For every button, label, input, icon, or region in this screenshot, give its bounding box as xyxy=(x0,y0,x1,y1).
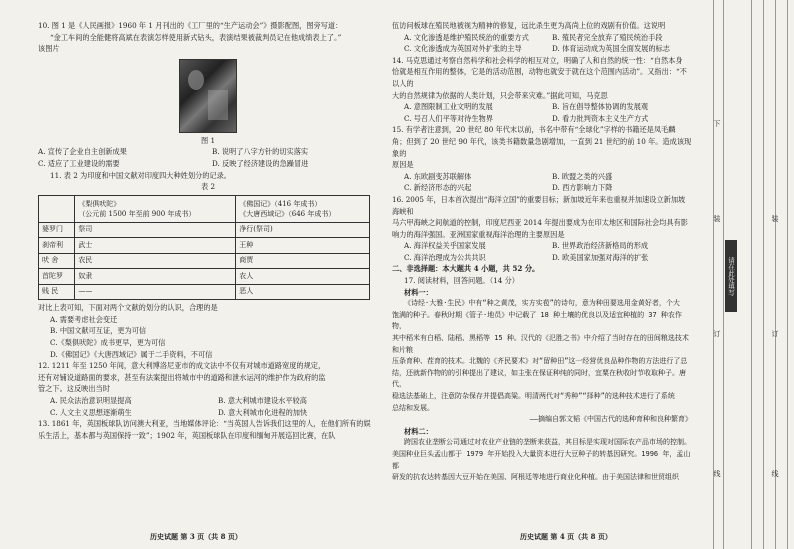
q12-stem-2: 还有对铺设道路面的要求，甚至有法案提出将城市中的道路和泄水运河的维护作为政府的监 xyxy=(38,372,326,382)
material-2-line: 跨国农业垄断公司通过对农业产业链的垄断来获益，其目标是实现对国际农产品市场的控制。 xyxy=(404,438,691,447)
binding-line xyxy=(723,0,724,549)
material-1-line: 《诗经·大雅·生民》中有“种之黄茂，实方实苞”的诗句，意为种田要选用金黄好者，个大 xyxy=(404,299,680,308)
table-2-title: 表 2 xyxy=(200,182,216,192)
q14-option-d: D. 看力批判资本主义生产方式 xyxy=(552,113,649,123)
q16-option-a: A. 海洋权益关乎国家发展 xyxy=(404,241,486,251)
q11-stem: 11. 表 2 为印度和中国文献对印度四大种姓划分的记录。 xyxy=(50,170,231,180)
q13-option-c: C. 文化渗透成为英国对外扩张的主导 xyxy=(404,44,522,54)
q12-stem-3: 管之下。这反映出当时 xyxy=(38,384,110,394)
q13-option-a: A. 文化渗透是维护殖民统治的重要方式 xyxy=(404,32,529,42)
q17-stem: 17. 阅读材料，回答问题。（14 分） xyxy=(404,276,519,286)
material-1-source: ——摘编自郭文韬《中国古代的选种育种和良种繁育》 xyxy=(529,415,692,424)
material-2-label: 材料二： xyxy=(404,426,433,436)
material-1-line: 总结和发展。 xyxy=(392,403,434,412)
q10-option-a: A. 宣传了企业自主创新成果 xyxy=(38,147,127,157)
table-cell: 婆罗门 xyxy=(39,222,75,238)
binding-char-4b: 线 xyxy=(771,470,779,483)
table-cell: 农民 xyxy=(75,253,236,269)
q14-stem-2: 恰就是相互作用的整体，它是的活动范围，动物也就安于就在这个范围内活动”。又指出：“不以人的 xyxy=(392,67,687,88)
material-1-body xyxy=(392,298,692,414)
binding-line xyxy=(751,0,752,549)
q11-option-b: B. 中国文献可互证，更为可信 xyxy=(50,326,147,336)
q10-stem-3: 该图片 xyxy=(38,44,60,54)
q13-option-d: D. 体育运动成为英国全面发展的标志 xyxy=(552,44,670,54)
q10-stem-2: “金工车间的全能健将高斌在表演怎样使用新式钻头，表演结果被裁判员记在他成绩表上了。” xyxy=(50,32,342,42)
material-1-line: 压条育种、茬育的技术。北魏的《齐民要术》对“留种田”这一经营优良品种作物的方法进行了总 xyxy=(392,357,688,366)
binding-char-2: 装 xyxy=(713,215,721,228)
table-row xyxy=(39,269,370,285)
material-1-label: 材料一： xyxy=(404,287,433,297)
table-row xyxy=(39,238,370,254)
table-cell: 祭司 xyxy=(75,222,236,238)
rigveda-title: 《梨俱吠陀》 xyxy=(78,199,121,208)
datang-title: 《大唐西域记》（646 年成书） xyxy=(239,209,336,218)
q15-stem-3: 原因是 xyxy=(392,160,414,170)
table-cell: —— xyxy=(75,284,236,300)
q15-option-c: C. 新经济形态的兴起 xyxy=(404,183,472,193)
material-1-line: 结，还就新作物的的引种提出了建议，如主张在保证种纯的同时，宜粟在秋收时节收取种子。唐代， xyxy=(392,368,686,389)
material-1-line: 稳选法基础上，注意防杂保存并提倡高粱。明清两代对“秀种”“择种”的选种技术进行了系统 xyxy=(392,392,675,400)
table-header-rigveda xyxy=(75,195,236,222)
q15-stem-2: 角；但到了 20 世纪 90 年代，该类书籍数量急剧增加，一直到 21 世纪的前 10 年。造成该现象的 xyxy=(392,136,692,158)
q15-option-d: D. 西方影响力下降 xyxy=(552,183,613,193)
material-2-body xyxy=(392,437,692,483)
table-header-chinese xyxy=(236,195,370,222)
figure-1-photo xyxy=(179,59,237,133)
q13-options xyxy=(392,32,692,55)
q13-option-b: B. 殖民者完全放弃了殖民统治手段 xyxy=(552,32,663,42)
table-cell: 恶人 xyxy=(236,284,370,300)
table-cell: 奴隶 xyxy=(75,269,236,285)
right-column xyxy=(392,20,692,484)
material-1-line: 饱满的种子。春秋时期《管子·地员》中记载了 18 种土壤的优良以及适宜种植的 37 种农作物， xyxy=(392,310,682,331)
q12-options xyxy=(38,395,378,418)
binding-char-3: 订 xyxy=(713,330,721,343)
q16-stem-2: 马六甲海峡之间航道的控制，印度尼西亚 2014 年提出要成为在印太地区和国际社会均具有影 xyxy=(392,218,688,228)
q16-option-d: D. 欧美国家加强对海洋的扩张 xyxy=(552,252,649,262)
q16-options xyxy=(392,240,692,263)
material-1-line: 其中稻米有白稻、陆稻、黑稻等 15 种。汉代的《氾胜之书》中介绍了当时存在的田间粮选技术和片粮 xyxy=(392,334,689,354)
q15-options xyxy=(392,171,692,194)
q10-option-b: B. 说明了八字方针的切实落实 xyxy=(212,147,309,157)
q12-option-b: B. 意大利城市建设水平较高 xyxy=(218,396,307,405)
q16-option-c: C. 海洋治理成为公共共识 xyxy=(404,252,486,262)
q14-option-a: A. 意图限制工业文明的发展 xyxy=(404,102,493,112)
table-cell: 贱 民 xyxy=(39,284,75,300)
q12-option-d: D. 意大利城市化进程的加快 xyxy=(218,407,308,417)
q10-option-d: D. 反映了经济建设的急躁冒进 xyxy=(212,158,309,168)
table-cell: 农人 xyxy=(236,269,370,285)
binding-char-1: 下 xyxy=(713,120,721,133)
table-cell: 武士 xyxy=(75,238,236,254)
table-cell: 商贾 xyxy=(236,253,370,269)
q14-stem: 14. 马克思通过考察自然科学和社会科学的相互对立，明确了人和自然的统一性：“自然本身 xyxy=(392,55,683,65)
material-2-line: 美国种业巨头孟山都于 1979 年开始投入大量资本进行大豆种子的转基因研究。1996 年，孟山都 xyxy=(392,449,691,470)
rigveda-date: （公元前 1500 年至前 900 年成书） xyxy=(78,209,196,218)
q16-option-b: B. 世界政治经济新格局的形成 xyxy=(552,241,649,251)
q12-stem: 12. 1211 年至 1250 年间，意大利博洛尼亚市的成文法中不仅有对城市道路宽度的规定， xyxy=(38,361,326,371)
binding-margin xyxy=(703,0,794,549)
table-cell: 刹帝利 xyxy=(39,238,75,254)
q12-option-a: A. 民众法治意识明显提高 xyxy=(50,396,132,405)
binding-char-2b: 装 xyxy=(771,215,779,228)
q11-lead: 对比上表可知，下面对两个文献的划分的认识，合理的是 xyxy=(38,303,218,313)
q10-option-c: C. 适应了工业建设的需要 xyxy=(38,158,120,168)
q13-stem: 13. 1861 年，英国板球队访问澳大利亚，当地媒体评论：“当英国人告诉我们这里的人，在他们所有的娱 xyxy=(38,419,371,429)
q11-option-c: C.《梨俱吠陀》成书更早，更为可信 xyxy=(50,338,166,348)
q11-option-d: D.《佛国记》《大唐西域记》属于二手资料，不可信 xyxy=(50,349,213,359)
table-cell: 净行(祭司) xyxy=(236,222,370,238)
q16-stem: 16. 2005 年，日本首次提出“海洋立国”的重要目标；新加坡近年来也重视并加速设立新加坡海峡和 xyxy=(392,194,686,216)
q14-option-c: C. 号召人们平等对待生物界 xyxy=(404,113,493,123)
binding-line xyxy=(713,0,714,549)
q14-stem-3: 大的自然规律为依据的人类计划，只会带来灾难。”据此可知，马克思 xyxy=(392,90,608,100)
q10-stem: 10. 图 1 是《人民画报》1960 年 1 月刊出的《工厂里的“生产运动会”》摄影配图，图旁写道： xyxy=(38,21,343,30)
table-header-row xyxy=(39,195,370,222)
foguoji-title: 《佛国记》（416 年成书） xyxy=(239,199,322,208)
material-2-line: 研发的抗农达转基因大豆开始在美国、阿根廷等地进行商业化种植。由于美国法律和世贸组织 xyxy=(392,473,679,482)
binding-line xyxy=(763,0,764,549)
binding-line xyxy=(787,0,788,549)
binding-char-3b: 订 xyxy=(771,330,779,343)
table-cell: 王种 xyxy=(236,238,370,254)
q12-option-c: C. 人文主义思想逐渐萌生 xyxy=(50,407,132,417)
q15-stem: 15. 有学者注意到，20 世纪 80 年代末以前，书名中带有“全球化”字样的书籍还是凤毛麟 xyxy=(392,125,676,135)
q13-stem-2: 乐生活上，基本都与英国保持一致”；1902 年，英国板球队在印度和缅甸开展巡回比赛，在队 xyxy=(38,430,336,440)
q14-options xyxy=(392,101,692,124)
q16-stem-3: 响力的海洋强国。亚洲国家重视海洋治理的主要原因是 xyxy=(392,229,565,239)
q11-option-a: A. 需要考虑社会变迁 xyxy=(50,314,118,324)
left-column xyxy=(38,20,378,441)
q15-option-b: B. 欧盟之类的兴盛 xyxy=(552,171,613,181)
table-cell: 吠 舍 xyxy=(39,253,75,269)
footer-page-4: 历史试题 第 4 页（共 8 页） xyxy=(520,532,612,541)
binding-char-4: 线 xyxy=(713,470,721,483)
q15-option-a: A. 东欧剧变苏联解体 xyxy=(404,171,472,181)
binding-line xyxy=(775,0,776,549)
table-header-empty xyxy=(39,195,75,222)
q10-options xyxy=(38,146,378,169)
binding-stamp: 请在此处填写 xyxy=(725,240,737,312)
table-row xyxy=(39,222,370,238)
q13-continuation: 伍访问板球在殖民地被视为精神的修复，远比杀生更为高尚上位的戏剧有价值。这说明 xyxy=(392,21,666,30)
table-cell: 首陀罗 xyxy=(39,269,75,285)
table-row xyxy=(39,284,370,300)
figure-1-caption: 图 1 xyxy=(200,135,216,145)
q14-option-b: B. 旨在倡导整体协调的发展观 xyxy=(552,102,649,112)
table-row xyxy=(39,253,370,269)
caste-table xyxy=(38,195,370,301)
footer-page-3: 历史试题 第 3 页（共 8 页） xyxy=(150,532,242,541)
section-2-heading: 二、非选择题：本大题共 4 小题，共 52 分。 xyxy=(392,264,540,274)
